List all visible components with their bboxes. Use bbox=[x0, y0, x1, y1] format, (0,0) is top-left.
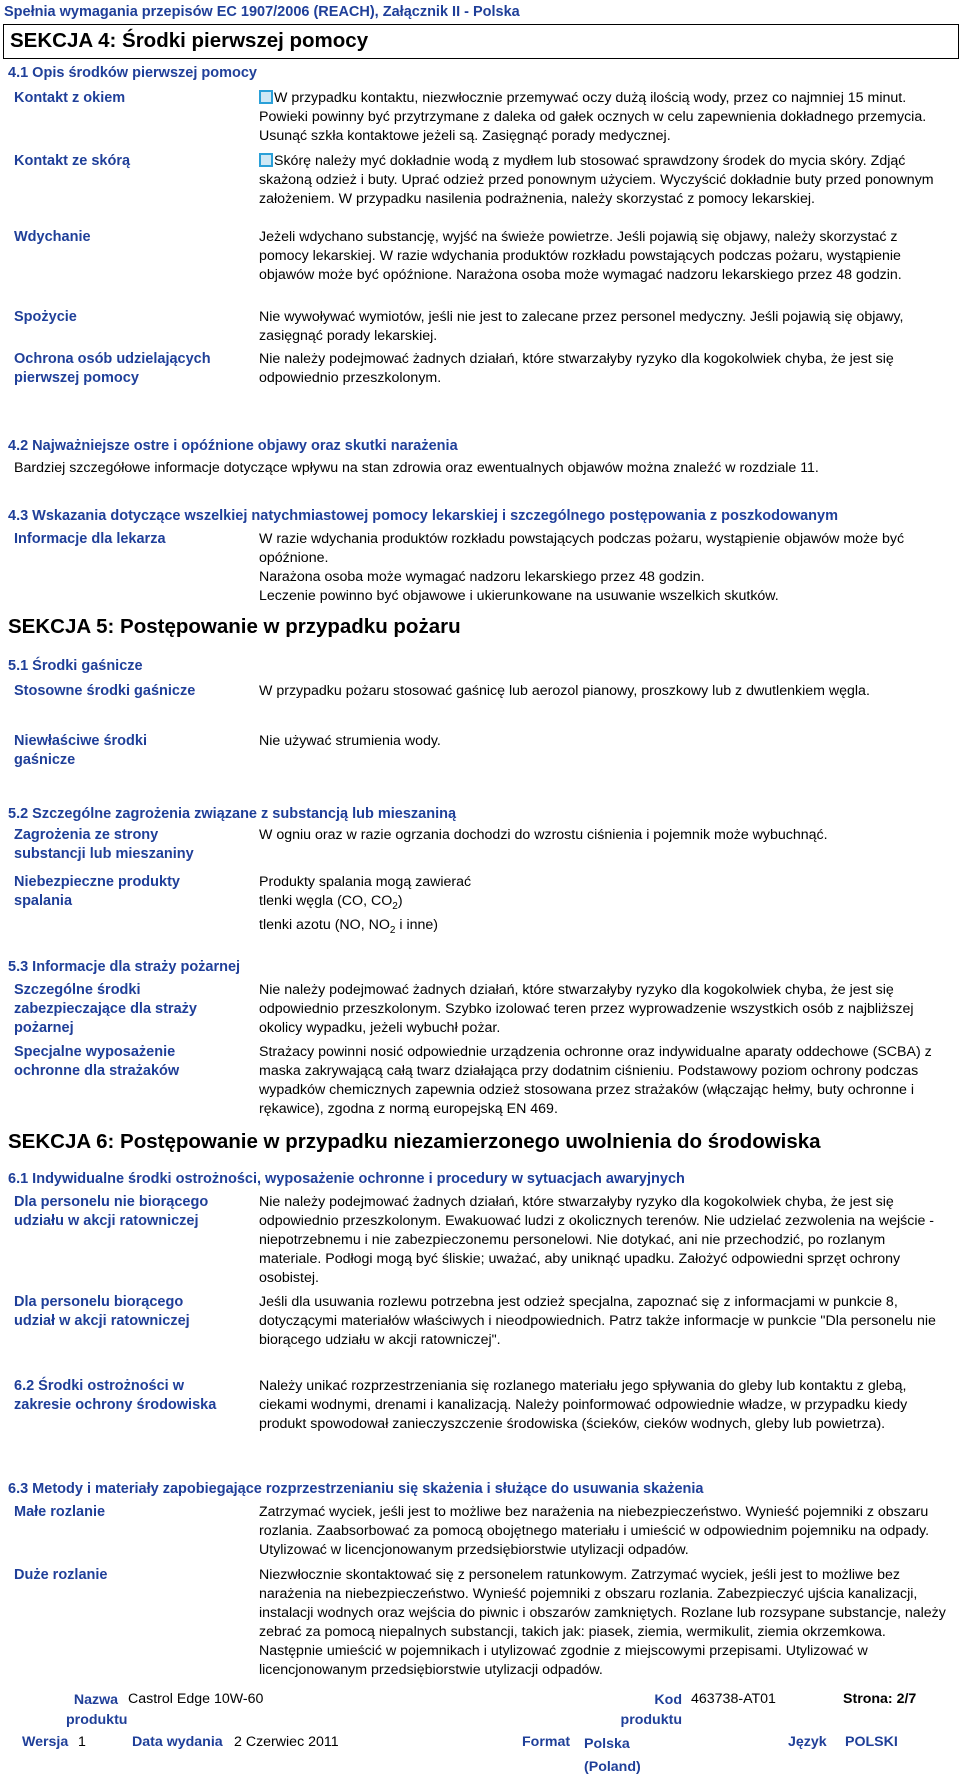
first-aider-protection-text: Nie należy podejmować żadnych działań, które stwarzałyby ryzyko dla kogokolwiek chyba, że jest się odpowiednio przeszkolonym. bbox=[259, 351, 894, 386]
product-code-value: 463738-AT01 bbox=[691, 1691, 776, 1707]
subsection-5-2-title: 5.2 Szczególne zagrożenia związane z substancją lub mieszaniną bbox=[8, 806, 457, 822]
subsection-4-1-title: 4.1 Opis środków pierwszej pomocy bbox=[8, 65, 257, 81]
eye-contact-text: W przypadku kontaktu, niezwłocznie przemywać oczy dużą ilością wody, przez co najmniej 15 minut. Powieki powinny być przytrzymane z daleka od gałek ocznych w celu zapewnienia dokładnego przemycia. Usunąć szkła kontaktowe jeżeli są. Zasięgnąć porady medycznej. bbox=[259, 90, 927, 144]
environmental-precautions-text: Należy unikać rozprzestrzeniania się rozlanego materiału jego spływania do gleby lub kontaktu z glebą, ciekami wodnymi, drenami i kanalizacją. Należy poinformować odpowiednie władze, w przypadku kiedy produkt spowodował zanieczyszczenie środowiska (ścieków, cieków wodnych, gleby lub powietrza). bbox=[259, 1378, 908, 1432]
language-label: Język bbox=[788, 1734, 827, 1750]
environmental-precautions-label: 6.2 Środki ostrożności w zakresie ochrony środowiska bbox=[14, 1378, 217, 1413]
subsection-6-1-title: 6.1 Indywidualne środki ostrożności, wyposażenie ochronne i procedury w sytuacjach awaryjnych bbox=[8, 1171, 685, 1187]
subsection-5-1-title: 5.1 Środki gaśnicze bbox=[8, 658, 143, 674]
firefighter-equipment-label: Specjalne wyposażenie ochronne dla strażaków bbox=[14, 1044, 180, 1079]
checkbox-marker-icon bbox=[259, 90, 273, 104]
issue-date-label: Data wydania bbox=[132, 1734, 223, 1750]
product-name-label: Nazwa produktu bbox=[66, 1692, 128, 1728]
subsection-6-3-title: 6.3 Metody i materiały zapobiegające rozprzestrzenianiu się skażenia i służące do usuwania skażenia bbox=[8, 1481, 704, 1497]
version-value: 1 bbox=[78, 1734, 86, 1750]
issue-date-value: 2 Czerwiec 2011 bbox=[234, 1734, 339, 1750]
ingestion-label: Spożycie bbox=[14, 309, 77, 325]
combustion-products-label: Niebezpieczne produkty spalania bbox=[14, 874, 180, 909]
small-spill-label: Małe rozlanie bbox=[14, 1504, 106, 1520]
non-emergency-personnel-text: Nie należy podejmować żadnych działań, które stwarzałyby ryzyko dla kogokolwiek chyba, że jest się odpowiednio przeszkolonym. Ewakuować ludzi z okolicznych terenów. Nie udzielać zezwolenia na wejście - niepotrzebnemu i nie zabezpieczonemu personelowi. Nie dotykać, ani nie przechodzić, po rozlanym materiale. Podłogi mogą być śliskie; uważać, aby uniknąć upadku. Założyć odpowiedni sprzęt ochrony osobistej. bbox=[259, 1194, 935, 1286]
skin-contact-label: Kontakt ze skórą bbox=[14, 153, 131, 169]
emergency-responders-label: Dla personelu biorącego udział w akcji ratowniczej bbox=[14, 1294, 190, 1329]
language-value: POLSKI bbox=[845, 1734, 898, 1750]
large-spill-text: Niezwłocznie skontaktować się z personelem ratunkowym. Zatrzymać wyciek, jeśli jest to możliwe bez narażenia na niebezpieczeństwo. Wynieść pojemniki z obszaru rozlania. Zabezpieczyć ujścia kanalizacji, instalacji wodnych oraz wejścia do piwnic i obszarów zamkniętych. Rozlane lub rozsypane substancje, należy zebrać za pomocą niepalnych substancji, takich jak: piasek, ziemia, wermikulit, ziemia okrzemkowa. Następnie umieścić w pojemnikach i utylizować zgodnie z miejscowymi przepisami. Utylizować w licencjonowanym przedsiębiorstwie utylizacji odpadów. bbox=[259, 1567, 946, 1678]
page-number: Strona: 2/7 bbox=[843, 1691, 917, 1707]
inhalation-text: Jeżeli wdychano substancję, wyjść na świeże powietrze. Jeśli pojawią się objawy, należy skorzystać z pomocy lekarskiej. W razie wdychania produktów rozkładu powstających podczas pożaru, wystąpienie objawów może być opóźnione. Narażona osoba może wymagać nadzoru lekarskiego przez 48 godzin. bbox=[259, 229, 902, 283]
first-aider-protection-label: Ochrona osób udzielających pierwszej pomocy bbox=[14, 351, 211, 386]
combustion-products-text: Produkty spalania mogą zawierać tlenki węgla (CO, $CO_2$) tlenki azotu (NO, $NO_2$ i inne) bbox=[259, 874, 472, 936]
version-label: Wersja bbox=[22, 1734, 69, 1750]
skin-contact-text: Skórę należy myć dokładnie wodą z mydłem lub stosować sprawdzony środek do mycia skóry. Zdjąć skażoną odzież i buty. Uprać odzież przed ponownym użyciem. Wyczyścić dokładnie buty przed ponownym założeniem. W przypadku nasilenia podrażnenia, należy skorzystać z pomocy lekarskiej. bbox=[259, 153, 934, 207]
physician-info-text: W razie wdychania produktów rozkładu powstających podczas pożaru, wystąpienie objawów może być opóźnione. Narażona osoba może wymagać nadzoru lekarskiego przez 48 godzin. Leczenie powinno być objawowe i ukierunkowane na usuwanie wszelkich skutków. bbox=[259, 531, 905, 604]
physician-info-label: Informacje dla lekarza bbox=[14, 531, 166, 547]
inhalation-label: Wdychanie bbox=[14, 229, 91, 245]
eye-contact-label: Kontakt z okiem bbox=[14, 90, 126, 106]
emergency-responders-text: Jeśli dla usuwania rozlewu potrzebna jest odzież specjalna, zapoznać się z informacjami w punkcie 8, dotyczącymi materiałów właściwych i nieodpowiednich. Patrz także informacje w punkcie "Dla personelu nie biorącego udziału w akcji ratowniczej". bbox=[259, 1294, 936, 1348]
unsuitable-media-text: Nie używać strumienia wody. bbox=[259, 733, 441, 749]
substance-hazards-text: W ogniu oraz w razie ogrzania dochodzi do wzrostu ciśnienia i pojemnik może wybuchnąć. bbox=[259, 827, 828, 843]
format-label: Format bbox=[522, 1734, 571, 1750]
non-emergency-personnel-label: Dla personelu nie biorącego udziału w akcji ratowniczej bbox=[14, 1194, 209, 1229]
large-spill-label: Duże rozlanie bbox=[14, 1567, 108, 1583]
format-value: Polska (Poland) bbox=[584, 1736, 641, 1775]
product-code-label: Kod produktu bbox=[620, 1692, 682, 1728]
firefighter-special-measures-label: Szczególne środki zabezpieczające dla straży pożarnej bbox=[14, 982, 197, 1036]
product-name-value: Castrol Edge 10W-60 bbox=[128, 1691, 264, 1707]
section-4-title: SEKCJA 4: Środki pierwszej pomocy bbox=[3, 24, 959, 59]
subsection-5-3-title: 5.3 Informacje dla straży pożarnej bbox=[8, 959, 241, 975]
symptoms-text: Bardziej szczegółowe informacje dotyczące wpływu na stan zdrowia oraz ewentualnych objawów można znaleźć w rozdziale 11. bbox=[14, 460, 819, 476]
suitable-media-label: Stosowne środki gaśnicze bbox=[14, 683, 196, 699]
subsection-4-3-title: 4.3 Wskazania dotyczące wszelkiej natychmiastowej pomocy lekarskiej i szczególnego postępowania z poszkodowanym bbox=[8, 508, 838, 524]
page-header: Spełnia wymagania przepisów EC 1907/2006 (REACH), Załącznik II - Polska bbox=[4, 4, 520, 20]
substance-hazards-label: Zagrożenia ze strony substancji lub mieszaniny bbox=[14, 827, 194, 862]
firefighter-special-measures-text: Nie należy podejmować żadnych działań, które stwarzałyby ryzyko dla kogokolwiek chyba, że jest się odpowiednio przeszkolonym. Szybko izolować teren przez wyprowadzenie wszystkich osób z najbliższej okolicy wypadku, jeżeli wybuchł pożar. bbox=[259, 982, 914, 1036]
unsuitable-media-label: Niewłaściwe środki gaśnicze bbox=[14, 733, 147, 768]
checkbox-marker-icon bbox=[259, 153, 273, 167]
subsection-4-2-title: 4.2 Najważniejsze ostre i opóźnione objawy oraz skutki narażenia bbox=[8, 438, 458, 454]
suitable-media-text: W przypadku pożaru stosować gaśnicę lub aerozol pianowy, proszkowy lub z dwutlenkiem węgla. bbox=[259, 683, 870, 699]
small-spill-text: Zatrzymać wyciek, jeśli jest to możliwe bez narażenia na niebezpieczeństwo. Wynieść pojemniki z obszaru rozlania. Zaabsorbować za pomocą obojętnego materiału i umieścić w odpowiednim pojemniku na odpady. Utylizować w licencjonowanym przedsiębiorstwie utylizacji odpadów. bbox=[259, 1504, 930, 1558]
ingestion-text: Nie wywoływać wymiotów, jeśli nie jest to zalecane przez personel medyczny. Jeśli pojawią się objawy, zasięgnąć porady lekarskiej. bbox=[259, 309, 904, 344]
firefighter-equipment-text: Strażacy powinni nosić odpowiednie urządzenia ochronne oraz indywidualne aparaty oddechowe (SCBA) z maska zakrywającą całą twarz działająca przy dodatnim ciśnieniu. Podstawowy poziom ochrony podczas wypadków chemicznych zapewnia odzież stosowana przez strażaków (włączając hełmy, buty ochronne i rękawice), zgodna z normą europejską EN 469. bbox=[259, 1044, 932, 1117]
